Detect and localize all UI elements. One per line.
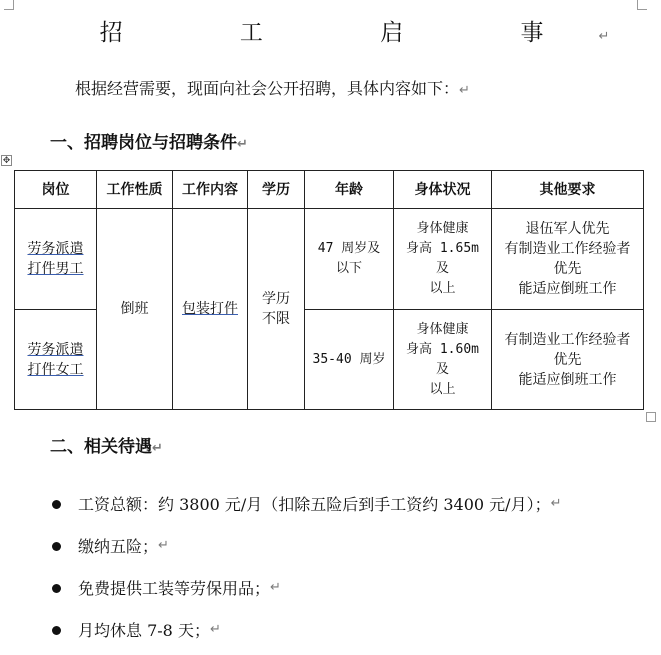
position-line: 打件男工 (27, 261, 84, 277)
education-line: 不限 (262, 311, 290, 327)
list-item (52, 524, 561, 566)
age-line: 47 周岁及 (317, 241, 381, 256)
position-line: 劳务派遣 (27, 241, 84, 257)
table-row (15, 209, 644, 310)
paragraph-mark-icon: ↵ (158, 537, 169, 553)
health-line: 身高 1.65m 及 (406, 241, 479, 276)
table-move-handle-icon[interactable]: ✥ (2, 156, 11, 166)
benefits-list (52, 482, 561, 650)
other-line: 能适应倒班工作 (518, 371, 617, 388)
page-corner-mark-left (4, 0, 14, 10)
other-line: 退伍军人优先 (525, 221, 610, 237)
position-line: 打件女工 (27, 361, 84, 378)
paragraph-mark-icon: ↵ (237, 137, 248, 152)
section-heading-2-text: 二、相关待遇 (50, 437, 152, 457)
health-line: 以上 (429, 281, 456, 296)
work-content-cell (173, 209, 248, 410)
paragraph-mark-icon: ↵ (209, 621, 221, 637)
bullet-icon (52, 542, 61, 551)
bullet-icon (52, 626, 61, 635)
list-item (52, 608, 561, 650)
intro-text: 根据经营需要，现面向社会公开招聘，具体内容如下： (75, 79, 460, 98)
intro-paragraph (75, 76, 470, 99)
other-line: 有制造业工作经验者 (504, 241, 631, 257)
header-position: 岗位 (15, 171, 97, 209)
age-cell (305, 209, 394, 310)
bullet-icon (52, 584, 61, 593)
other-line: 优先 (553, 261, 582, 277)
section-heading-1 (50, 128, 248, 153)
shift-cell: 倒班 (97, 209, 173, 410)
header-health: 身体状况 (394, 171, 492, 209)
recruitment-table (14, 170, 644, 410)
health-line: 身体健康 (416, 221, 469, 236)
paragraph-mark-icon: ↵ (598, 29, 610, 44)
document-title (0, 14, 661, 47)
education-cell (248, 209, 305, 410)
paragraph-mark-icon: ↵ (550, 495, 562, 511)
list-item (52, 566, 561, 608)
title-text: 招 工 启 事 (99, 20, 599, 46)
other-requirements-cell (492, 310, 644, 410)
section-heading-1-text: 一、招聘岗位与招聘条件 (50, 133, 237, 153)
benefit-text: 免费提供工装等劳保用品； (78, 578, 271, 598)
benefit-text: 缴纳五险； (78, 536, 159, 556)
paragraph-mark-icon: ↵ (270, 579, 281, 595)
benefit-text: 工资总额：约 3800 元/月（扣除五险后到手工资约 3400 元/月）； (78, 494, 551, 514)
other-line: 能适应倒班工作 (518, 281, 617, 297)
list-item (52, 482, 561, 524)
health-cell (394, 310, 492, 410)
health-line: 身高 1.60m 及 (406, 341, 479, 377)
other-line: 有制造业工作经验者 (504, 331, 631, 348)
position-cell (15, 209, 97, 310)
work-content-text: 包装打件 (182, 301, 238, 317)
position-line: 劳务派遣 (27, 341, 84, 358)
header-age: 年龄 (305, 171, 394, 209)
health-line: 以上 (429, 381, 456, 397)
health-line: 身体健康 (416, 321, 469, 337)
table-header-row (15, 171, 644, 209)
age-cell (305, 310, 394, 410)
paragraph-mark-icon: ↵ (152, 441, 163, 456)
bullet-icon (52, 500, 61, 509)
header-education: 学历 (248, 171, 305, 209)
table-resize-handle[interactable] (646, 412, 656, 422)
position-cell (15, 310, 97, 410)
education-line: 学历 (262, 291, 290, 307)
benefit-text: 月均休息 7-8 天； (78, 620, 210, 640)
header-other: 其他要求 (492, 171, 644, 209)
section-heading-2 (50, 432, 163, 457)
health-cell (394, 209, 492, 310)
other-requirements-cell (492, 209, 644, 310)
paragraph-mark-icon: ↵ (459, 83, 470, 98)
page-corner-mark-right (637, 0, 647, 10)
other-line: 优先 (553, 351, 582, 368)
age-line: 35-40 周岁 (312, 351, 386, 367)
header-work-content: 工作内容 (173, 171, 248, 209)
age-line: 以下 (335, 261, 362, 276)
header-work-nature: 工作性质 (97, 171, 173, 209)
